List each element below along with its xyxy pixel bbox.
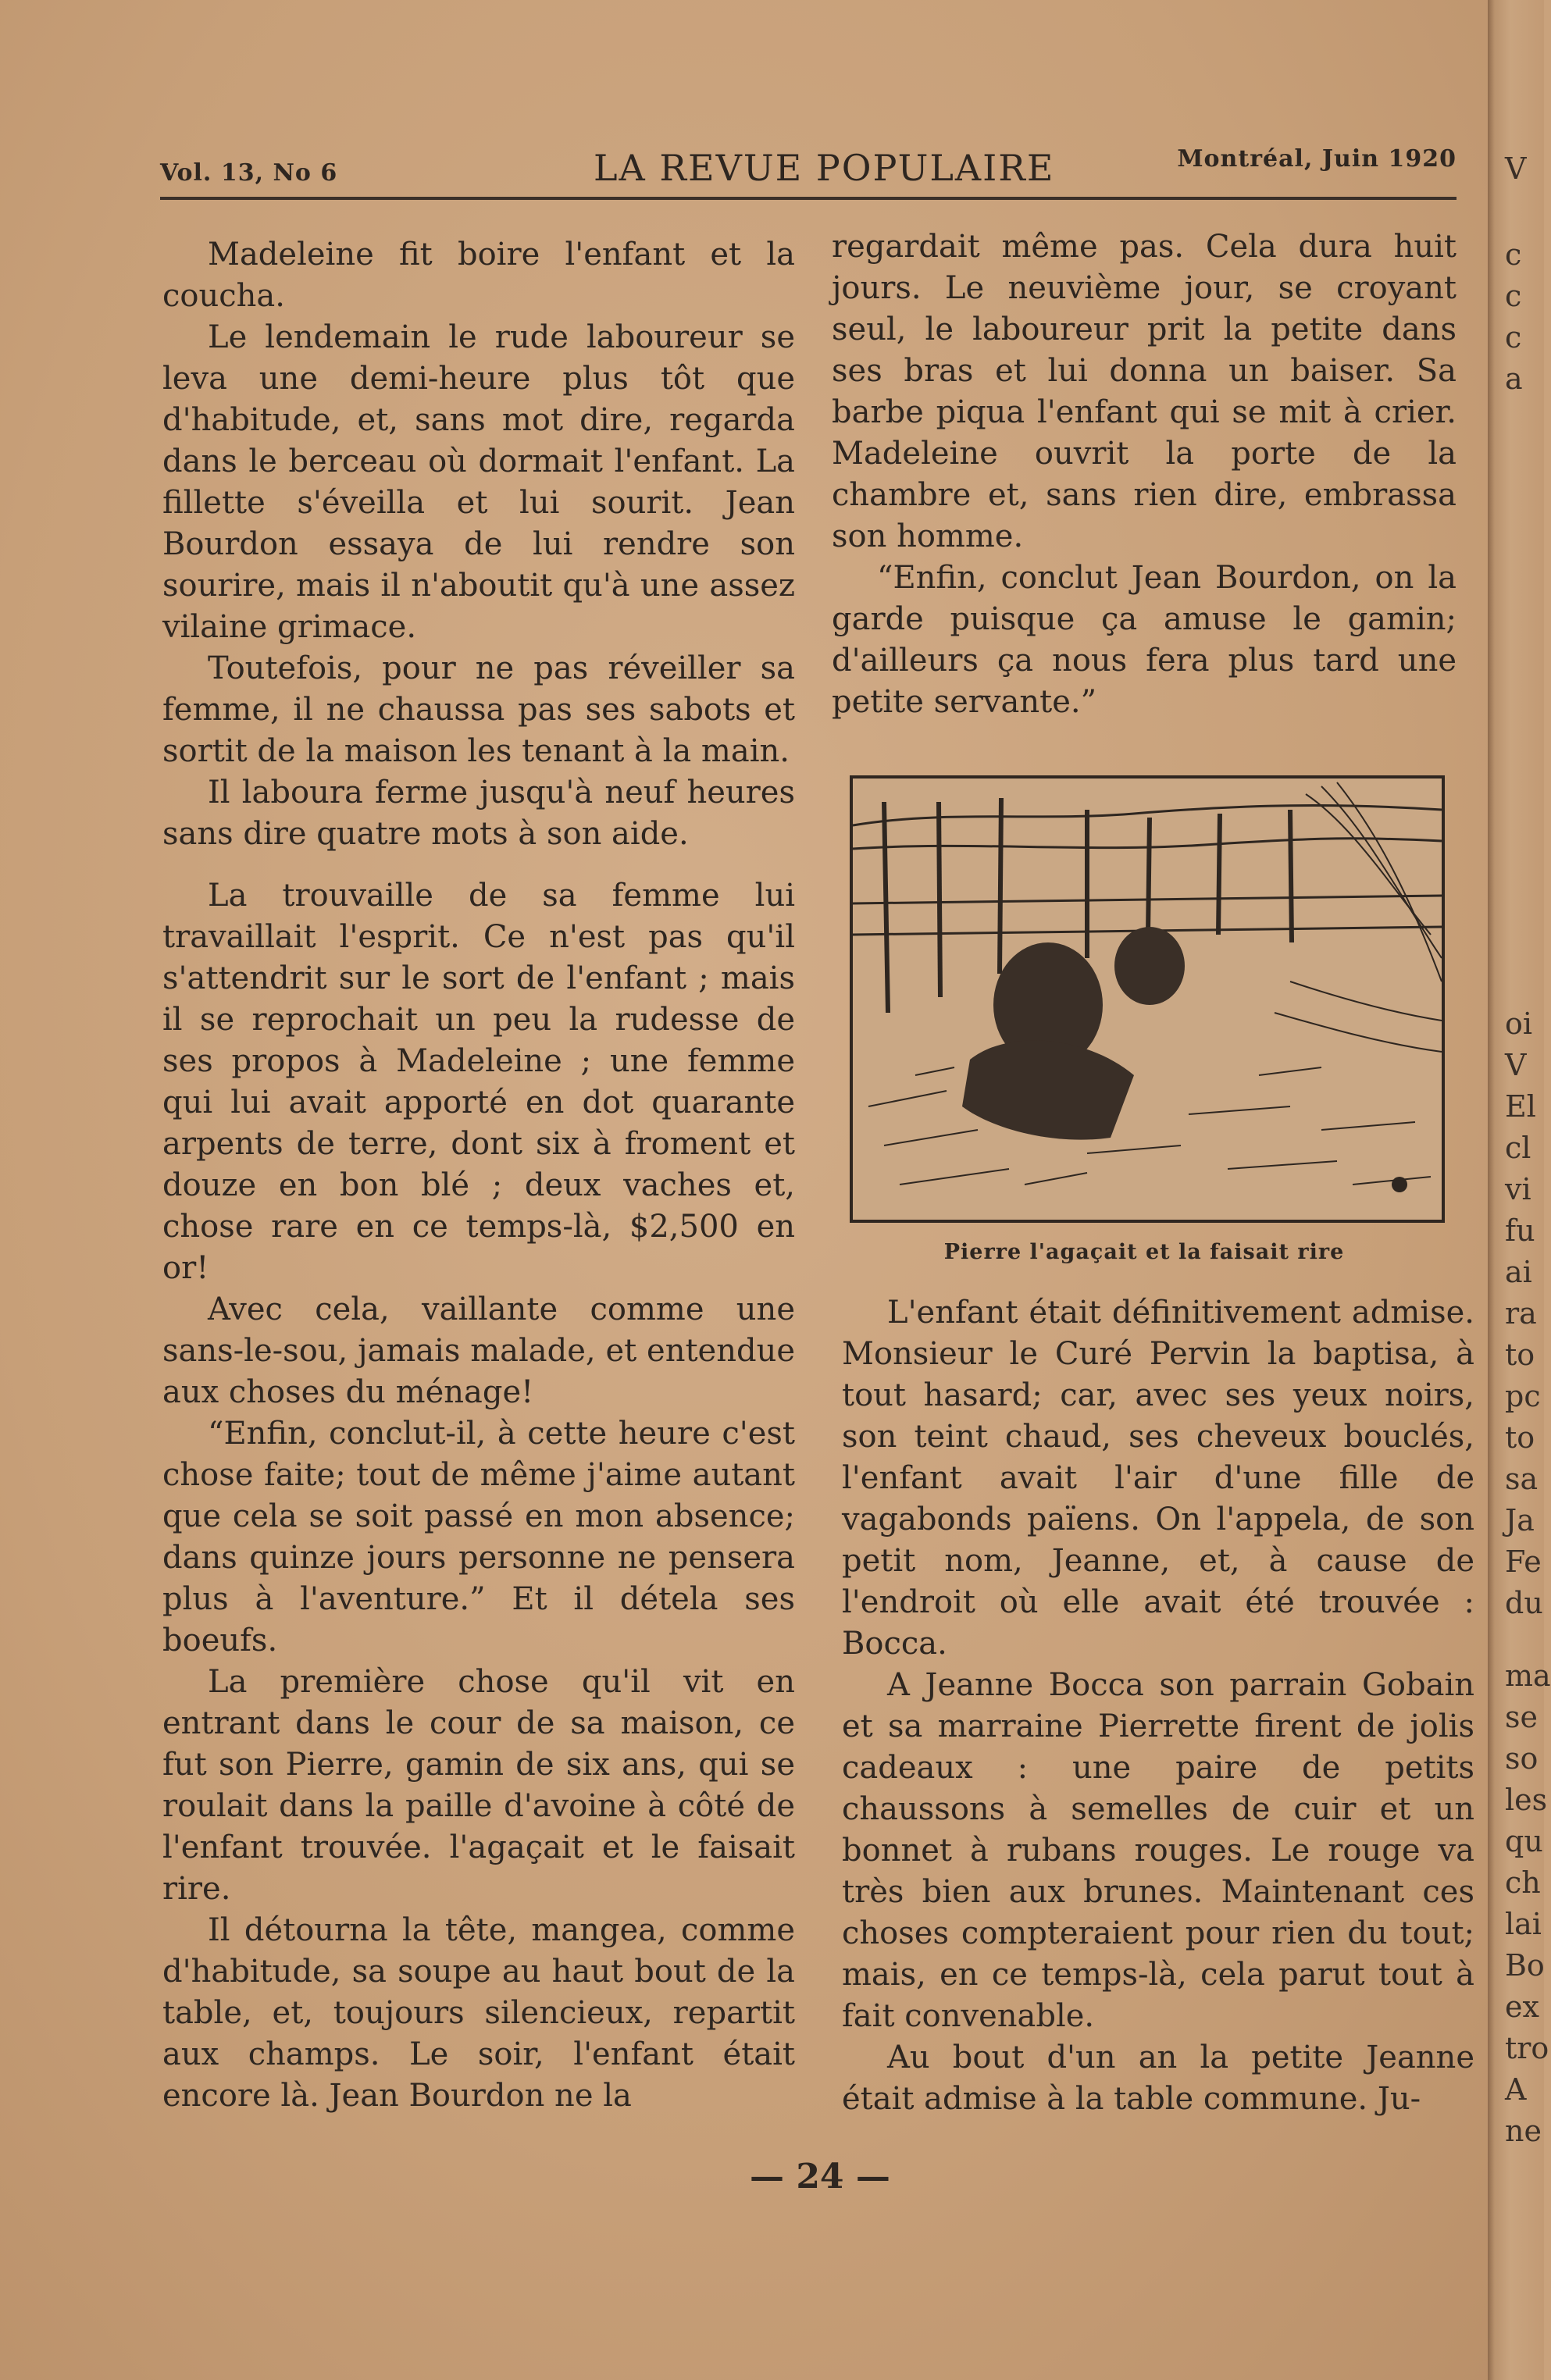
paragraph: Au bout d'un an la petite Jeanne était admise à la table commune. Ju- [842,2040,1474,2117]
magazine-title: LA REVUE POPULAIRE [594,147,1055,189]
fragment-line: ex [1505,1990,1539,2024]
fragment-line: to [1505,1420,1535,1455]
fragment-line: so [1505,1741,1539,1776]
paragraph: La trouvaille de sa femme lui travaillait l'esprit. Ce n'est pas qu'il s'attendrit sur le sort de l'enfant ; mais il se reprochait un peu la rudesse de ses propos à Madeleine ; une femme qui lui avait apporté en dot quarante arpents de terre, dont six à froment et douze en bon blé ; deux vaches et, chose rare en ce temps-là, $2,500 en or! [162,878,795,1286]
fragment-line: a [1505,362,1523,396]
fragment-line: Ja [1505,1503,1535,1537]
fragment-line: ra [1505,1296,1537,1331]
right-column-bottom [842,1292,1474,2120]
paragraph: Il laboura ferme jusqu'à neuf heures sans dire quatre mots à son aide. [162,775,795,852]
adjacent-page-edge [1488,0,1551,2380]
fragment-line: to [1505,1338,1535,1372]
fragment-line: pc [1505,1379,1541,1413]
paragraph: Le lendemain le rude laboureur se leva une demi-heure plus tôt que d'habitude, et, sans mot dire, regarda dans le berceau où dormait l'enfant. La fillette s'éveilla et lui sourit. Jean Bourdon essaya de lui rendre son sourire, mais il n'aboutit qu'à une assez vilaine grimace. [162,319,795,645]
paragraph: Il détourna la tête, mangea, comme d'habitude, sa soupe au haut bout de la table, et, toujours silencieux, repartit aux champs. Le soir, l'enfant était encore là. Jean Bourdon ne la [162,1912,795,2114]
header-rule [160,197,1457,200]
paragraph: “Enfin, conclut Jean Bourdon, on la garde puisque ça amuse le gamin; d'ailleurs ça nous fera plus tard une petite servante.” [832,560,1457,720]
paragraph: L'enfant était définitivement admise. Monsieur le Curé Pervin la baptisa, à tout hasard; car, avec ses yeux noirs, son teint chaud, ses cheveux bouclés, l'enfant avait l'air d'une fille de vagabonds païens. On l'appela, de son petit nom, Jeanne, et, à cause de l'endroit où elle avait été trouvée : Bocca. [842,1295,1474,1662]
illustration [850,775,1445,1223]
fragment-line: ne [1505,2114,1542,2148]
fragment-top [1505,148,1544,190]
page-header [160,139,1457,194]
fragment-line: cl [1505,1131,1531,1165]
fragment-line: tro [1505,2031,1549,2065]
fragment-line: A [1505,2072,1527,2107]
left-column [162,234,795,2117]
woodcut-children-in-straw [853,778,1442,1220]
fragment-line: V [1505,151,1527,186]
fragment-line: sa [1505,1462,1539,1496]
paragraph: regardait même pas. Cela dura huit jours. Le neuvième jour, se croyant seul, le laboureur prit la petite dans ses bras et lui donna un baiser. Sa barbe piqua l'enfant qui se mit à crier. Madeleine ouvrit la porte de la chambre et, sans rien dire, embrassa son homme. [832,229,1457,554]
place-date: Montréal, Juin 1920 [1177,145,1457,173]
fragment-line: c [1505,320,1522,355]
paragraph: A Jeanne Bocca son parrain Gobain et sa marraine Pierrette firent de jolis cadeaux : une paire de petits chaussons à semelles de cuir et un bonnet à rubans rouges. Le rouge va très bien aux brunes. Maintenant ces choses compteraient pour rien du tout; mais, en ce temps-là, cela parut tout à fait convenable. [842,1667,1474,2034]
fragment-group [1505,234,1544,400]
right-column-top [832,226,1457,723]
fragment-group [1505,1655,1551,2152]
fragment-line: El [1505,1089,1536,1124]
fragment-line: du [1505,1586,1543,1620]
fragment-line: ai [1505,1255,1532,1289]
fragment-group [1505,1003,1544,1624]
fragment-line: se [1505,1700,1538,1734]
fragment-line: ch [1505,1865,1541,1900]
paragraph: “Enfin, conclut-il, à cette heure c'est chose faite; tout de même j'aime autant que cela se soit passé en mon absence; dans quinze jours personne ne pensera plus à l'aventure.” Et il détela ses boeufs. [162,1416,795,1659]
fragment-line: c [1505,279,1522,313]
fragment-line: V [1505,1048,1527,1082]
paragraph: La première chose qu'il vit en entrant dans le cour de sa maison, ce fut son Pierre, gamin de six ans, qui se roulait dans la paille d'avoine à côté de l'enfant trouvée. l'agaçait et le faisait rire. [162,1664,795,1907]
page-number: — 24 — [750,2157,890,2197]
fragment-line: c [1505,237,1522,272]
fragment-line: lai [1505,1907,1542,1941]
illustration-caption: Pierre l'agaçait et la faisait rire [943,1240,1345,1264]
paragraph: Toutefois, pour ne pas réveiller sa femme, il ne chaussa pas ses sabots et sortit de la maison les tenant à la main. [162,650,795,769]
fragment-line: Bo [1505,1948,1545,1983]
fragment-line: ma [1505,1659,1551,1693]
fragment-line: fu [1505,1213,1535,1248]
volume-number: Vol. 13, No 6 [160,159,338,187]
paragraph: Madeleine fit boire l'enfant et la coucha. [162,237,795,314]
fragment-line: oi [1505,1007,1533,1041]
paragraph: Avec cela, vaillante comme une sans-le-sou, jamais malade, et entendue aux choses du ménage! [162,1292,795,1410]
fragment-line: qu [1505,1824,1543,1858]
fragment-line: Fe [1505,1545,1542,1579]
fragment-line: vi [1505,1172,1531,1206]
fragment-line: les [1505,1783,1548,1817]
